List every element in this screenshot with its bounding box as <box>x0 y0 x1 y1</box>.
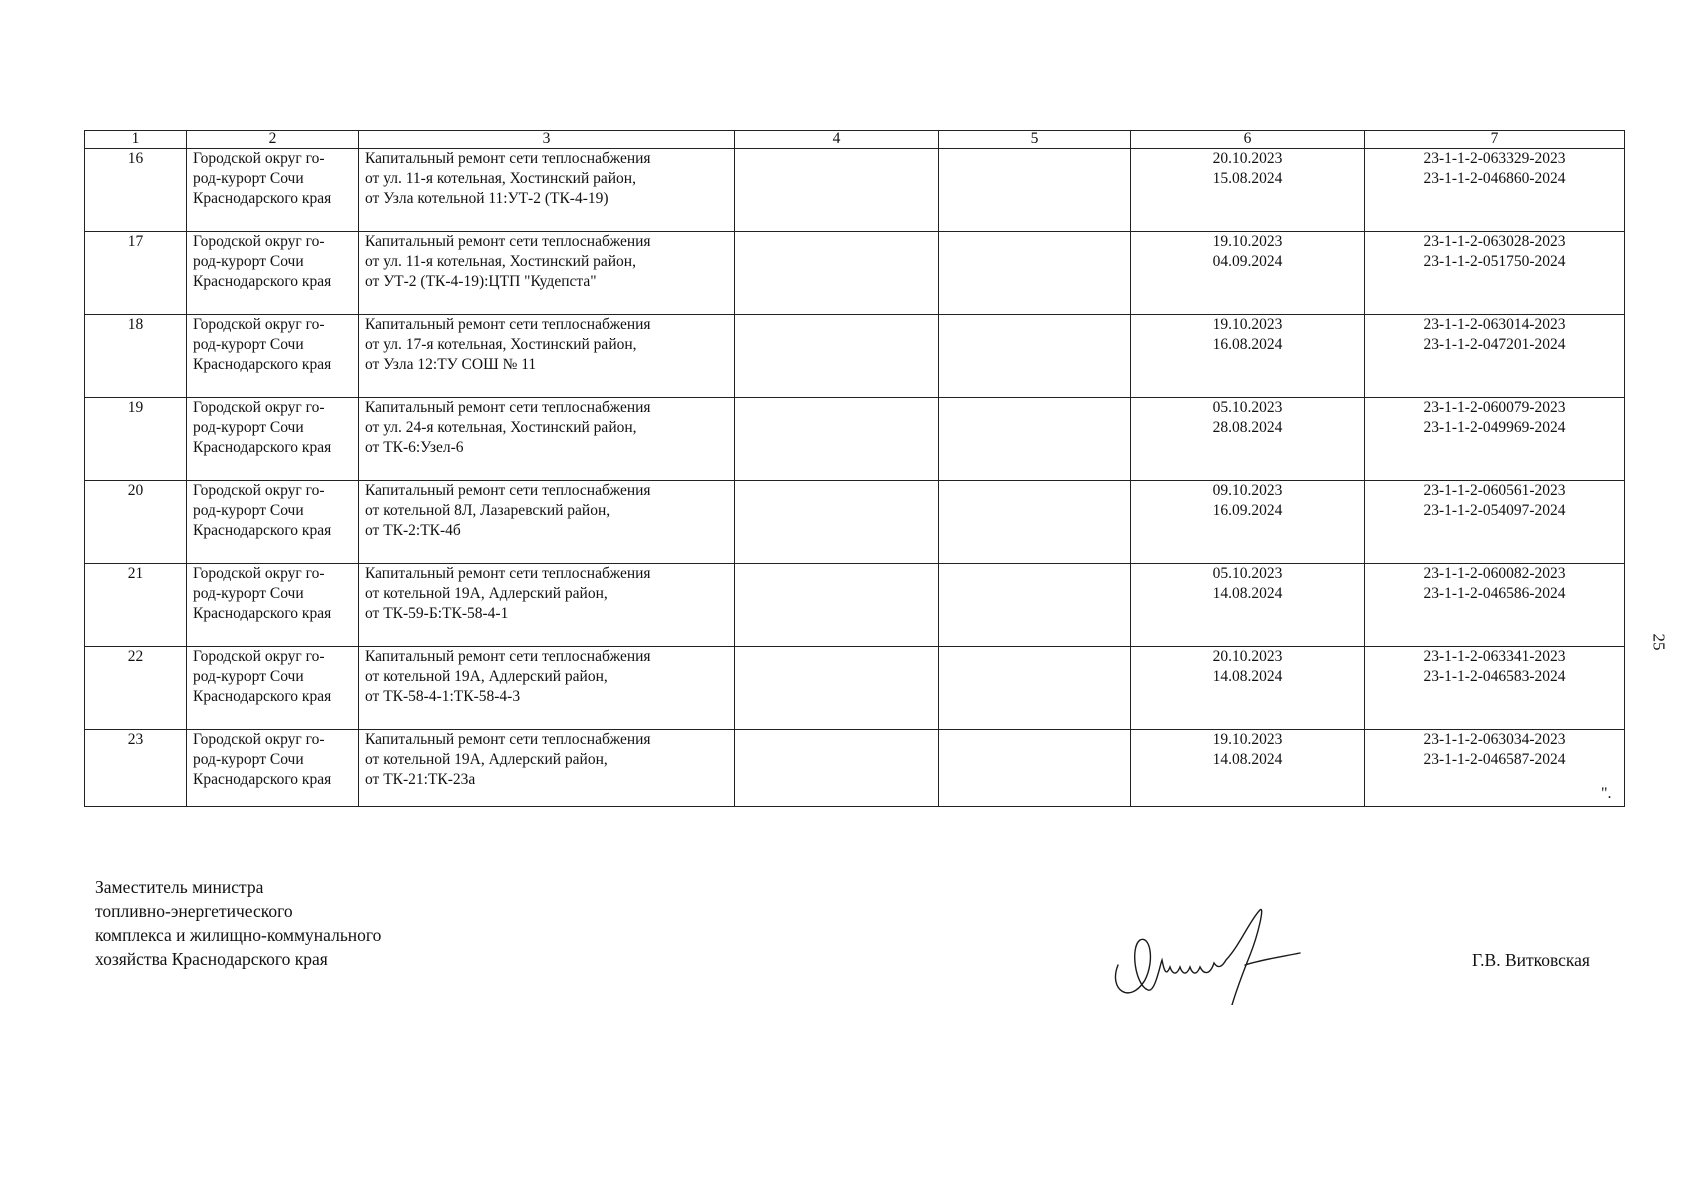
municipality-cell-line: род-курорт Сочи <box>193 253 304 270</box>
dates-cell-line: 14.08.2024 <box>1212 585 1283 602</box>
dates-cell-line: 15.08.2024 <box>1212 170 1283 187</box>
object-cell-line: Капитальный ремонт сети теплоснабжения <box>365 399 651 416</box>
table-body <box>85 149 1625 807</box>
dates-cell-line: 14.08.2024 <box>1212 751 1283 768</box>
object-cell-line: Капитальный ремонт сети теплоснабжения <box>365 150 651 167</box>
registry-numbers-cell-line: 23-1-1-2-063329-2023 <box>1423 150 1566 167</box>
object-cell <box>359 730 735 807</box>
municipality-cell-line: род-курорт Сочи <box>193 336 304 353</box>
column-number: 3 <box>359 131 735 149</box>
table-row <box>85 564 1625 647</box>
object-cell <box>359 481 735 564</box>
registry-numbers-cell-line: 23-1-1-2-060082-2023 <box>1423 565 1566 582</box>
row-number-cell: 22 <box>85 647 187 730</box>
dates-cell-line: 19.10.2023 <box>1212 233 1283 250</box>
municipality-cell-line: Краснодарского края <box>193 273 332 290</box>
object-cell-line: от ТК-58-4-1:ТК-58-4-3 <box>365 688 521 705</box>
registry-numbers-cell-line: 23-1-1-2-051750-2024 <box>1423 253 1566 270</box>
signatory-title <box>95 875 381 971</box>
column-number: 2 <box>187 131 359 149</box>
municipality-cell-line: Городской округ го- <box>193 150 325 167</box>
object-cell <box>359 398 735 481</box>
municipality-cell-line: Городской округ го- <box>193 316 325 333</box>
municipality-cell-line: Городской округ го- <box>193 399 325 416</box>
object-cell-line: от ТК-59-Б:ТК-58-4-1 <box>365 605 509 622</box>
table-row <box>85 232 1625 315</box>
column-4-cell <box>735 564 939 647</box>
dates-cell <box>1131 232 1365 315</box>
column-4-cell <box>735 647 939 730</box>
dates-cell-line: 16.09.2024 <box>1212 502 1283 519</box>
municipality-cell <box>187 398 359 481</box>
registry-numbers-cell-line: 23-1-1-2-046587-2024 <box>1423 751 1566 768</box>
signatory-title-line: хозяйства Краснодарского края <box>95 949 328 969</box>
column-4-cell <box>735 481 939 564</box>
municipality-cell <box>187 232 359 315</box>
registry-numbers-cell-line: 23-1-1-2-046860-2024 <box>1423 170 1566 187</box>
dates-cell-line: 19.10.2023 <box>1212 731 1283 748</box>
municipality-cell <box>187 481 359 564</box>
column-5-cell <box>939 730 1131 807</box>
row-number-cell: 16 <box>85 149 187 232</box>
registry-numbers-cell <box>1365 149 1625 232</box>
row-number-cell: 17 <box>85 232 187 315</box>
dates-cell <box>1131 564 1365 647</box>
column-5-cell <box>939 481 1131 564</box>
object-cell-line: Капитальный ремонт сети теплоснабжения <box>365 482 651 499</box>
municipality-cell-line: Городской округ го- <box>193 233 325 250</box>
object-cell-line: от ул. 11-я котельная, Хостинский район, <box>365 170 636 187</box>
dates-cell <box>1131 481 1365 564</box>
column-5-cell <box>939 232 1131 315</box>
municipality-cell-line: род-курорт Сочи <box>193 585 304 602</box>
dates-cell <box>1131 398 1365 481</box>
dates-cell-line: 14.08.2024 <box>1212 668 1283 685</box>
closing-quote: ". <box>1601 785 1612 802</box>
column-4-cell <box>735 315 939 398</box>
dates-cell-line: 04.09.2024 <box>1212 253 1283 270</box>
municipality-cell-line: Краснодарского края <box>193 522 332 539</box>
registry-numbers-cell-line: 23-1-1-2-047201-2024 <box>1423 336 1566 353</box>
row-number-cell: 18 <box>85 315 187 398</box>
dates-cell-line: 09.10.2023 <box>1212 482 1283 499</box>
table-row <box>85 149 1625 232</box>
object-cell-line: от ул. 17-я котельная, Хостинский район, <box>365 336 637 353</box>
registry-numbers-cell <box>1365 481 1625 564</box>
object-cell <box>359 315 735 398</box>
column-4-cell <box>735 149 939 232</box>
column-5-cell <box>939 315 1131 398</box>
municipality-cell-line: Краснодарского края <box>193 688 332 705</box>
municipality-cell-line: род-курорт Сочи <box>193 668 304 685</box>
dates-cell-line: 19.10.2023 <box>1212 316 1283 333</box>
object-cell-line: от Узла 12:ТУ СОШ № 11 <box>365 356 537 373</box>
column-number: 1 <box>85 131 187 149</box>
dates-cell <box>1131 730 1365 807</box>
column-4-cell <box>735 398 939 481</box>
registry-numbers-cell <box>1365 730 1625 807</box>
signatory-title-line: комплекса и жилищно-коммунального <box>95 925 382 945</box>
column-5-cell <box>939 564 1131 647</box>
municipality-cell-line: род-курорт Сочи <box>193 170 304 187</box>
registry-numbers-cell <box>1365 315 1625 398</box>
registry-numbers-cell-line: 23-1-1-2-049969-2024 <box>1423 419 1566 436</box>
object-cell-line: Капитальный ремонт сети теплоснабжения <box>365 233 651 250</box>
page-number: 25 <box>1649 633 1669 651</box>
municipality-cell <box>187 149 359 232</box>
municipality-cell-line: Городской округ го- <box>193 731 325 748</box>
municipality-cell-line: род-курорт Сочи <box>193 419 304 436</box>
dates-cell-line: 05.10.2023 <box>1212 399 1283 416</box>
object-cell-line: Капитальный ремонт сети теплоснабжения <box>365 565 651 582</box>
municipality-cell <box>187 315 359 398</box>
column-4-cell <box>735 232 939 315</box>
column-number: 7 <box>1365 131 1625 149</box>
object-cell <box>359 647 735 730</box>
municipality-cell <box>187 564 359 647</box>
registry-numbers-cell-line: 23-1-1-2-054097-2024 <box>1423 502 1566 519</box>
registry-numbers-cell-line: 23-1-1-2-060079-2023 <box>1423 399 1566 416</box>
column-5-cell <box>939 149 1131 232</box>
object-cell <box>359 564 735 647</box>
object-cell-line: от котельной 19А, Адлерский район, <box>365 668 608 685</box>
column-5-cell <box>939 647 1131 730</box>
object-cell-line: от котельной 19А, Адлерский район, <box>365 751 608 768</box>
column-number: 6 <box>1131 131 1365 149</box>
object-cell-line: от УТ-2 (ТК-4-19):ЦТП "Кудепста" <box>365 273 597 290</box>
object-cell <box>359 232 735 315</box>
column-number: 4 <box>735 131 939 149</box>
table-header <box>85 131 1625 149</box>
municipality-cell-line: Городской округ го- <box>193 482 325 499</box>
dates-cell-line: 28.08.2024 <box>1212 419 1283 436</box>
registry-numbers-cell-line: 23-1-1-2-046586-2024 <box>1423 585 1566 602</box>
table-row <box>85 315 1625 398</box>
column-4-cell <box>735 730 939 807</box>
table-row <box>85 398 1625 481</box>
registry-numbers-cell <box>1365 647 1625 730</box>
dates-cell-line: 20.10.2023 <box>1212 150 1283 167</box>
registry-numbers-cell-line: 23-1-1-2-063034-2023 <box>1423 731 1566 748</box>
signatory-title-line: Заместитель министра <box>95 877 264 897</box>
column-number: 5 <box>939 131 1131 149</box>
registry-numbers-cell-line: 23-1-1-2-060561-2023 <box>1423 482 1566 499</box>
row-number-cell: 21 <box>85 564 187 647</box>
row-number-cell: 23 <box>85 730 187 807</box>
municipality-cell-line: Краснодарского края <box>193 439 332 456</box>
dates-cell-line: 05.10.2023 <box>1212 565 1283 582</box>
municipality-cell-line: род-курорт Сочи <box>193 502 304 519</box>
object-cell-line: от ул. 11-я котельная, Хостинский район, <box>365 253 636 270</box>
municipality-cell-line: Городской округ го- <box>193 565 325 582</box>
registry-numbers-cell-line: 23-1-1-2-063028-2023 <box>1423 233 1566 250</box>
table-row <box>85 481 1625 564</box>
municipality-cell-line: Краснодарского края <box>193 190 332 207</box>
municipality-cell-line: Краснодарского края <box>193 605 332 622</box>
dates-cell <box>1131 315 1365 398</box>
row-number-cell: 19 <box>85 398 187 481</box>
object-cell <box>359 149 735 232</box>
signer-name: Г.В. Витковская <box>1472 950 1590 970</box>
signatory-title-line: топливно-энергетического <box>95 901 293 921</box>
dates-cell <box>1131 647 1365 730</box>
object-cell-line: Капитальный ремонт сети теплоснабжения <box>365 648 651 665</box>
column-number-row <box>85 131 1625 149</box>
registry-numbers-cell-line: 23-1-1-2-046583-2024 <box>1423 668 1566 685</box>
registry-numbers-cell <box>1365 398 1625 481</box>
column-5-cell <box>939 398 1131 481</box>
dates-cell <box>1131 149 1365 232</box>
registry-numbers-cell-line: 23-1-1-2-063341-2023 <box>1423 648 1566 665</box>
dates-cell-line: 20.10.2023 <box>1212 648 1283 665</box>
municipality-cell-line: Краснодарского края <box>193 356 332 373</box>
works-table <box>84 130 1625 807</box>
municipality-cell <box>187 647 359 730</box>
dates-cell-line: 16.08.2024 <box>1212 336 1283 353</box>
object-cell-line: от ул. 24-я котельная, Хостинский район, <box>365 419 637 436</box>
municipality-cell <box>187 730 359 807</box>
object-cell-line: от котельной 8Л, Лазаревский район, <box>365 502 611 519</box>
municipality-cell-line: род-курорт Сочи <box>193 751 304 768</box>
registry-numbers-cell-line: 23-1-1-2-063014-2023 <box>1423 316 1566 333</box>
registry-numbers-cell <box>1365 232 1625 315</box>
object-cell-line: от ТК-2:ТК-4б <box>365 522 461 539</box>
object-cell-line: от котельной 19А, Адлерский район, <box>365 585 608 602</box>
handwritten-signature <box>1100 905 1320 1005</box>
municipality-cell-line: Городской округ го- <box>193 648 325 665</box>
table-row <box>85 730 1625 807</box>
registry-numbers-cell <box>1365 564 1625 647</box>
object-cell-line: от ТК-6:Узел-6 <box>365 439 464 456</box>
row-number-cell: 20 <box>85 481 187 564</box>
object-cell-line: от Узла котельной 11:УТ-2 (ТК-4-19) <box>365 190 609 207</box>
object-cell-line: Капитальный ремонт сети теплоснабжения <box>365 731 651 748</box>
object-cell-line: от ТК-21:ТК-23а <box>365 771 476 788</box>
municipality-cell-line: Краснодарского края <box>193 771 332 788</box>
object-cell-line: Капитальный ремонт сети теплоснабжения <box>365 316 651 333</box>
table-row <box>85 647 1625 730</box>
